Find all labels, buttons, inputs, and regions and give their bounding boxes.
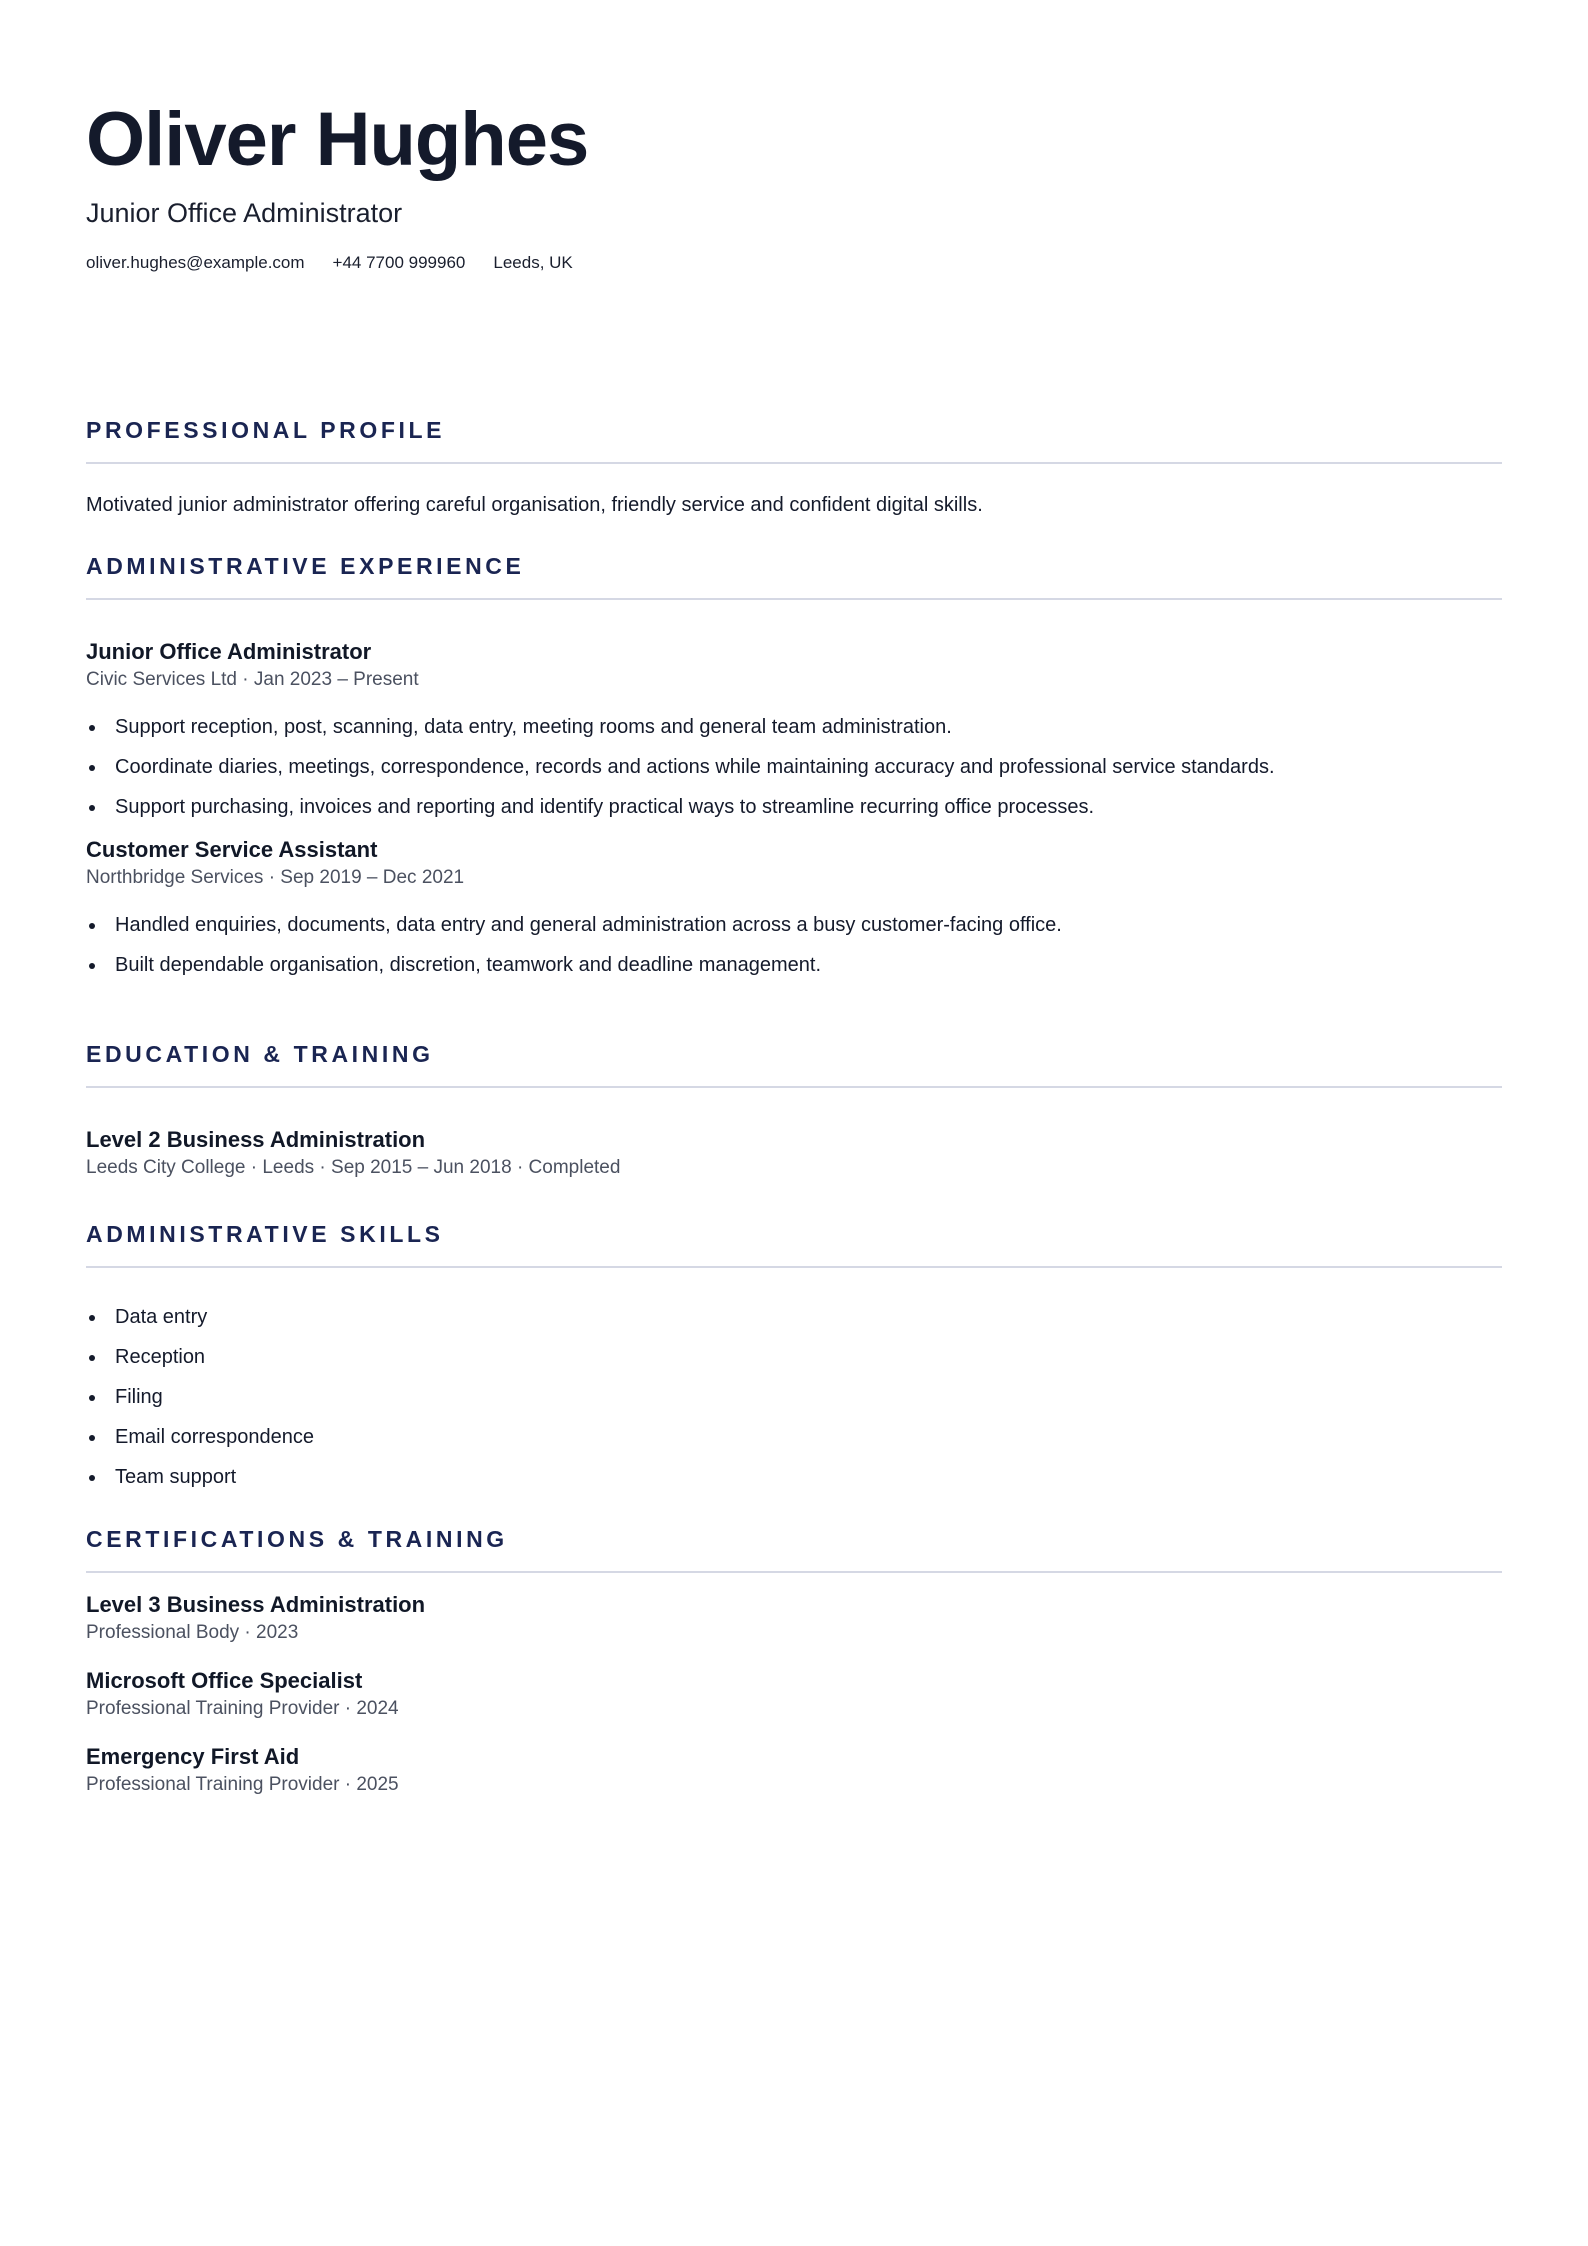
skill-item: Email correspondence [86,1424,1502,1450]
contact-row [86,252,1502,274]
section-education [86,1040,1502,1180]
profile-summary: Motivated junior administrator offering careful organisation, friendly service and confident digital skills. [86,494,983,516]
list-item: Handled enquiries, documents, data entry and general administration across a busy customer-facing office. [86,912,1502,938]
section-title-certifications: CERTIFICATIONS & TRAINING [86,1525,1502,1573]
job-bullets [86,912,1502,978]
list-item: Support purchasing, invoices and reporting and identify practical ways to streamline recurring office processes. [86,794,1502,820]
job-meta: Northbridge Services · Sep 2019 – Dec 2021 [86,867,465,888]
skill-item: Reception [86,1344,1502,1370]
candidate-headline: Junior Office Administrator [86,198,403,228]
skill-item: Team support [86,1464,1502,1490]
certification-entry [86,1591,1502,1645]
section-title-education: EDUCATION & TRAINING [86,1040,1502,1088]
job-meta: Civic Services Ltd · Jan 2023 – Present [86,669,419,690]
section-experience [86,552,1502,992]
certification-entry [86,1743,1502,1797]
contact-location: Leeds, UK [493,253,573,272]
skill-item: Data entry [86,1304,1502,1330]
certification-title: Emergency First Aid [86,1744,300,1769]
candidate-name: Oliver Hughes [86,97,589,182]
certification-meta: Professional Training Provider · 2024 [86,1698,399,1719]
list-item: Support reception, post, scanning, data entry, meeting rooms and general team administration. [86,714,1502,740]
list-item: Coordinate diaries, meetings, correspondence, records and actions while maintaining accuracy and professional service standards. [86,754,1502,780]
list-item: Built dependable organisation, discretion, teamwork and deadline management. [86,952,1502,978]
job-entry [86,638,1502,820]
certification-meta: Professional Training Provider · 2025 [86,1774,399,1795]
education-entry [86,1126,1502,1180]
skills-list [86,1304,1502,1490]
job-title: Customer Service Assistant [86,837,378,862]
section-profile [86,416,1502,518]
skill-item: Filing [86,1384,1502,1410]
section-title-profile: PROFESSIONAL PROFILE [86,416,1502,464]
job-entry [86,836,1502,978]
section-certifications [86,1525,1502,1797]
contact-email[interactable]: oliver.hughes@example.com [86,253,305,272]
education-meta: Leeds City College · Leeds · Sep 2015 – Jun 2018 · Completed [86,1157,621,1178]
section-title-experience: ADMINISTRATIVE EXPERIENCE [86,552,1502,600]
certification-entry [86,1667,1502,1721]
certification-title: Level 3 Business Administration [86,1592,426,1617]
section-skills [86,1220,1502,1504]
section-title-skills: ADMINISTRATIVE SKILLS [86,1220,1502,1268]
certification-meta: Professional Body · 2023 [86,1622,299,1643]
certification-title: Microsoft Office Specialist [86,1668,363,1693]
job-bullets [86,714,1502,820]
job-title: Junior Office Administrator [86,639,372,664]
contact-phone[interactable]: +44 7700 999960 [332,253,466,272]
education-title: Level 2 Business Administration [86,1127,426,1152]
